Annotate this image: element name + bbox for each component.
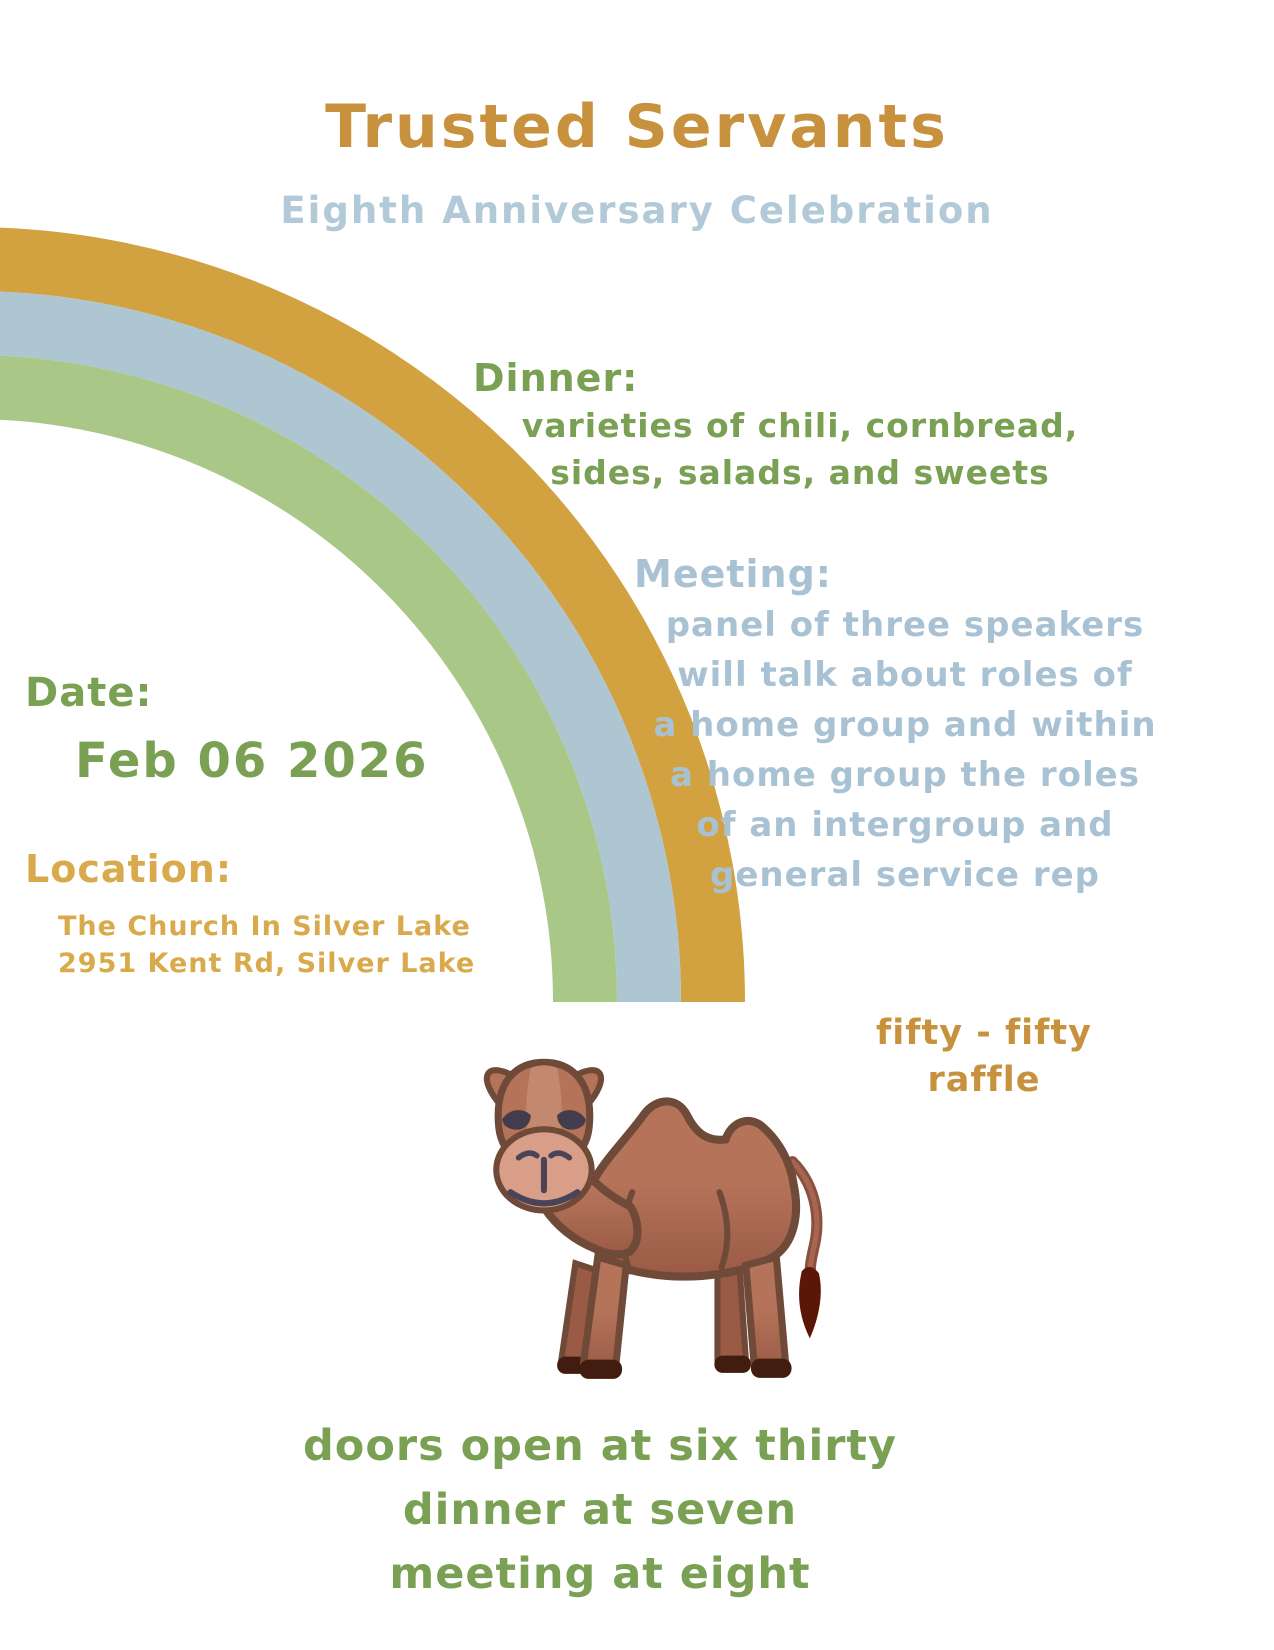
schedule-line: doors open at six thirty	[303, 1421, 897, 1471]
location-line: 2951 Kent Rd, Silver Lake	[58, 948, 476, 979]
meeting-details	[595, 600, 1215, 900]
raffle-line: fifty - fifty	[876, 1013, 1092, 1053]
location-details	[58, 908, 475, 982]
schedule-line: meeting at eight	[389, 1549, 811, 1599]
camel-icon	[478, 1040, 823, 1385]
dinner-heading: Dinner:	[473, 356, 639, 400]
raffle-line: raffle	[927, 1060, 1041, 1100]
raffle-note	[809, 1010, 1159, 1104]
meeting-line: of an intergroup and	[696, 805, 1114, 845]
meeting-line: a home group and within	[653, 705, 1157, 745]
date-value: Feb 06 2026	[75, 733, 429, 789]
location-heading: Location:	[25, 847, 233, 891]
meeting-line: general service rep	[710, 855, 1100, 895]
location-line: The Church In Silver Lake	[58, 911, 471, 942]
dinner-details	[460, 402, 1140, 496]
meeting-heading: Meeting:	[634, 552, 832, 596]
poster-title: Trusted Servants	[325, 92, 949, 162]
dinner-line: varieties of chili, cornbread,	[521, 406, 1079, 445]
schedule-line: dinner at seven	[402, 1485, 798, 1535]
dinner-line: sides, salads, and sweets	[550, 453, 1050, 492]
meeting-line: panel of three speakers	[665, 605, 1145, 645]
meeting-line: a home group the roles	[670, 755, 1140, 795]
poster-subtitle: Eighth Anniversary Celebration	[280, 189, 994, 232]
meeting-line: will talk about roles of	[677, 655, 1133, 695]
date-heading: Date:	[25, 670, 153, 716]
schedule	[0, 1414, 1200, 1606]
